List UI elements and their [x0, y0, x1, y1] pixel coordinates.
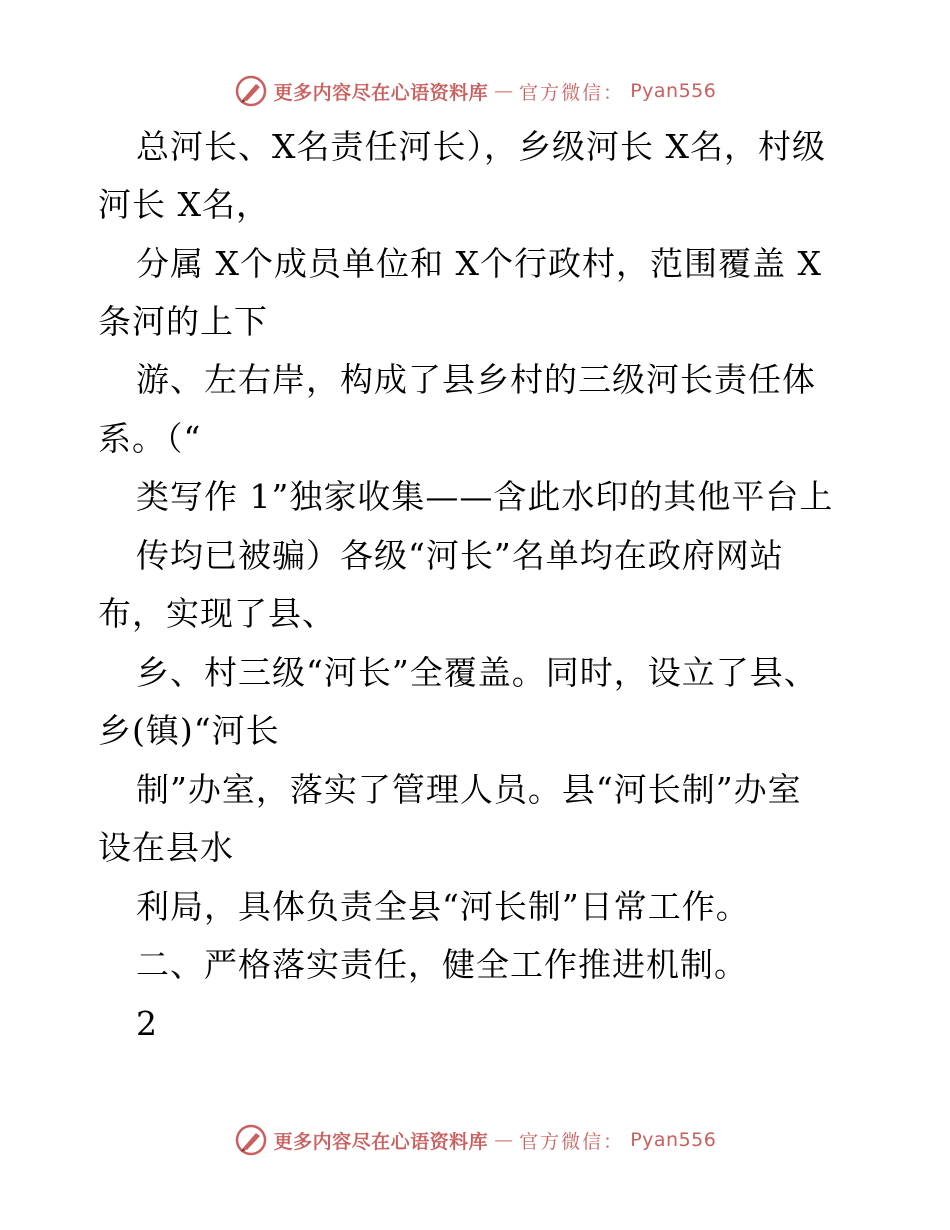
text-line: 传均已被骗）各级“河长”名单均在政府网站	[136, 536, 784, 575]
text-line: 系。（“	[98, 419, 202, 458]
text-line: 分属 X个成员单位和 X个行政村，范围覆盖 X	[136, 244, 822, 283]
text-line: 游、左右岸，构成了县乡村的三级河长责任体	[136, 360, 816, 399]
watermark-main-text: 更多内容尽在心语资料库	[273, 1130, 489, 1153]
text-line: 乡(镇)“河长	[98, 711, 280, 750]
text-line: 设在县水	[98, 828, 234, 867]
watermark-separator: —	[494, 1129, 514, 1151]
text-line: 河长 X名，	[98, 185, 270, 224]
watermark-main-text: 更多内容尽在心语资料库	[273, 81, 489, 104]
text-line: 总河长、X名责任河长），乡级河长 X名，村级	[136, 127, 826, 166]
watermark-sub-text: 官方微信：	[519, 1130, 625, 1153]
text-line: 制”办室，落实了管理人员。县“河长制”办室	[136, 770, 802, 809]
text-line: 布，实现了县、	[98, 594, 336, 633]
text-line: 条河的上下	[98, 302, 268, 341]
watermark-footer	[0, 1120, 950, 1160]
text-line: 类写作 1”独家收集——含此水印的其他平台上	[136, 477, 834, 516]
watermark-wechat-id: Pyan556	[630, 1129, 717, 1151]
pen-logo-icon	[234, 74, 268, 108]
watermark-header	[0, 71, 950, 111]
pen-logo-icon	[234, 1123, 268, 1157]
watermark-separator: —	[494, 80, 514, 102]
text-line: 利局，具体负责全县“河长制”日常工作。	[136, 887, 750, 926]
text-line: 乡、村三级“河长”全覆盖。同时，设立了县、	[136, 653, 818, 692]
page-number: 2	[136, 1004, 158, 1043]
watermark-wechat-id: Pyan556	[630, 80, 717, 102]
watermark-sub-text: 官方微信：	[519, 81, 625, 104]
text-line: 二、严格落实责任，健全工作推进机制。	[136, 945, 748, 984]
